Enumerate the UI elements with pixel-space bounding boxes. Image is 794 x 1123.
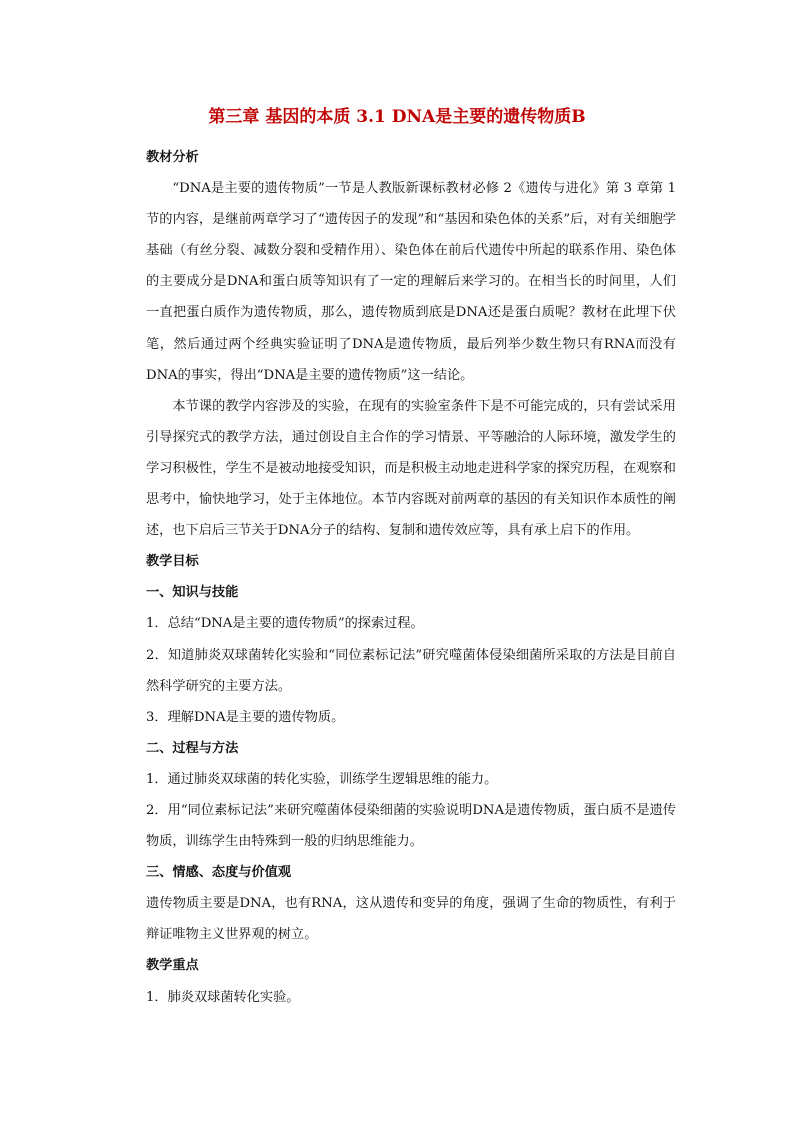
- knowledge-item-2: 2．知道肺炎双球菌转化实验和“同位素标记法”研究噬菌体侵染细菌所采取的方法是目前自然科学研究的主要方法。: [146, 647, 676, 694]
- document-title: 第三章 基因的本质 3.1 DNA是主要的遗传物质B: [208, 107, 586, 127]
- analysis-paragraph-2: 本节课的教学内容涉及的实验，在现有的实验室条件下是不可能完成的，只有尝试采用引导探究式的教学方法，通过创设自主合作的学习情景、平等融洽的人际环境，激发学生的学习积极性，学生不是被动地接受知识，而是积极主动地走进科学家的探究历程，在观察和思考中，愉快地学习，处于主体地位。本节内容既对前两章的基因的有关知识作本质性的阐述，也下启后三节关于DNA分子的结构、复制和遗传效应等，具有承上启下的作用。: [146, 398, 676, 539]
- section-heading-analysis: 教材分析: [146, 150, 199, 165]
- key-point-item-1: 1．肺炎双球菌转化实验。: [146, 989, 300, 1005]
- emotion-paragraph: 遗传物质主要是DNA，也有RNA，这从遗传和变异的角度，强调了生命的物质性，有利于辩证唯物主义世界观的树立。: [146, 896, 676, 943]
- document-body: [146, 142, 676, 1013]
- subheading-process: 二、过程与方法: [146, 740, 239, 756]
- analysis-paragraph-1: “DNA是主要的遗传物质”一节是人教版新课标教材必修 2《遗传与进化》第 3 章第 1 节的内容，是继前两章学习了“遗传因子的发现”和“基因和染色体的关系”后，对有关细胞学基础（有丝分裂、减数分裂和受精作用）、染色体在前后代遗传中所起的联系作用、染色体的主要成分是DNA和蛋白质等知识有了一定的理解后来学习的。在相当长的时间里，人们一直把蛋白质作为遗传物质，那么，遗传物质到底是DNA还是蛋白质呢？教材在此埋下伏笔，然后通过两个经典实验证明了DNA是遗传物质，最后列举少数生物只有RNA而没有DNA的事实，得出“DNA是主要的遗传物质”这一结论。: [146, 181, 676, 383]
- subheading-knowledge: 一、知识与技能: [146, 585, 239, 601]
- subheading-emotion: 三、情感、态度与价值观: [146, 865, 292, 881]
- section-heading-key-points: 教学重点: [146, 958, 199, 974]
- section-heading-goals: 教学目标: [146, 554, 199, 570]
- knowledge-item-1: 1．总结“DNA是主要的遗传物质”的探索过程。: [146, 616, 424, 632]
- knowledge-item-3: 3．理解DNA是主要的遗传物质。: [146, 709, 345, 725]
- process-item-1: 1．通过肺炎双球菌的转化实验，训练学生逻辑思维的能力。: [146, 771, 498, 787]
- process-item-2: 2．用“同位素标记法”来研究噬菌体侵染细菌的实验说明DNA是遗传物质，蛋白质不是遗传物质，训练学生由特殊到一般的归纳思维能力。: [146, 802, 676, 850]
